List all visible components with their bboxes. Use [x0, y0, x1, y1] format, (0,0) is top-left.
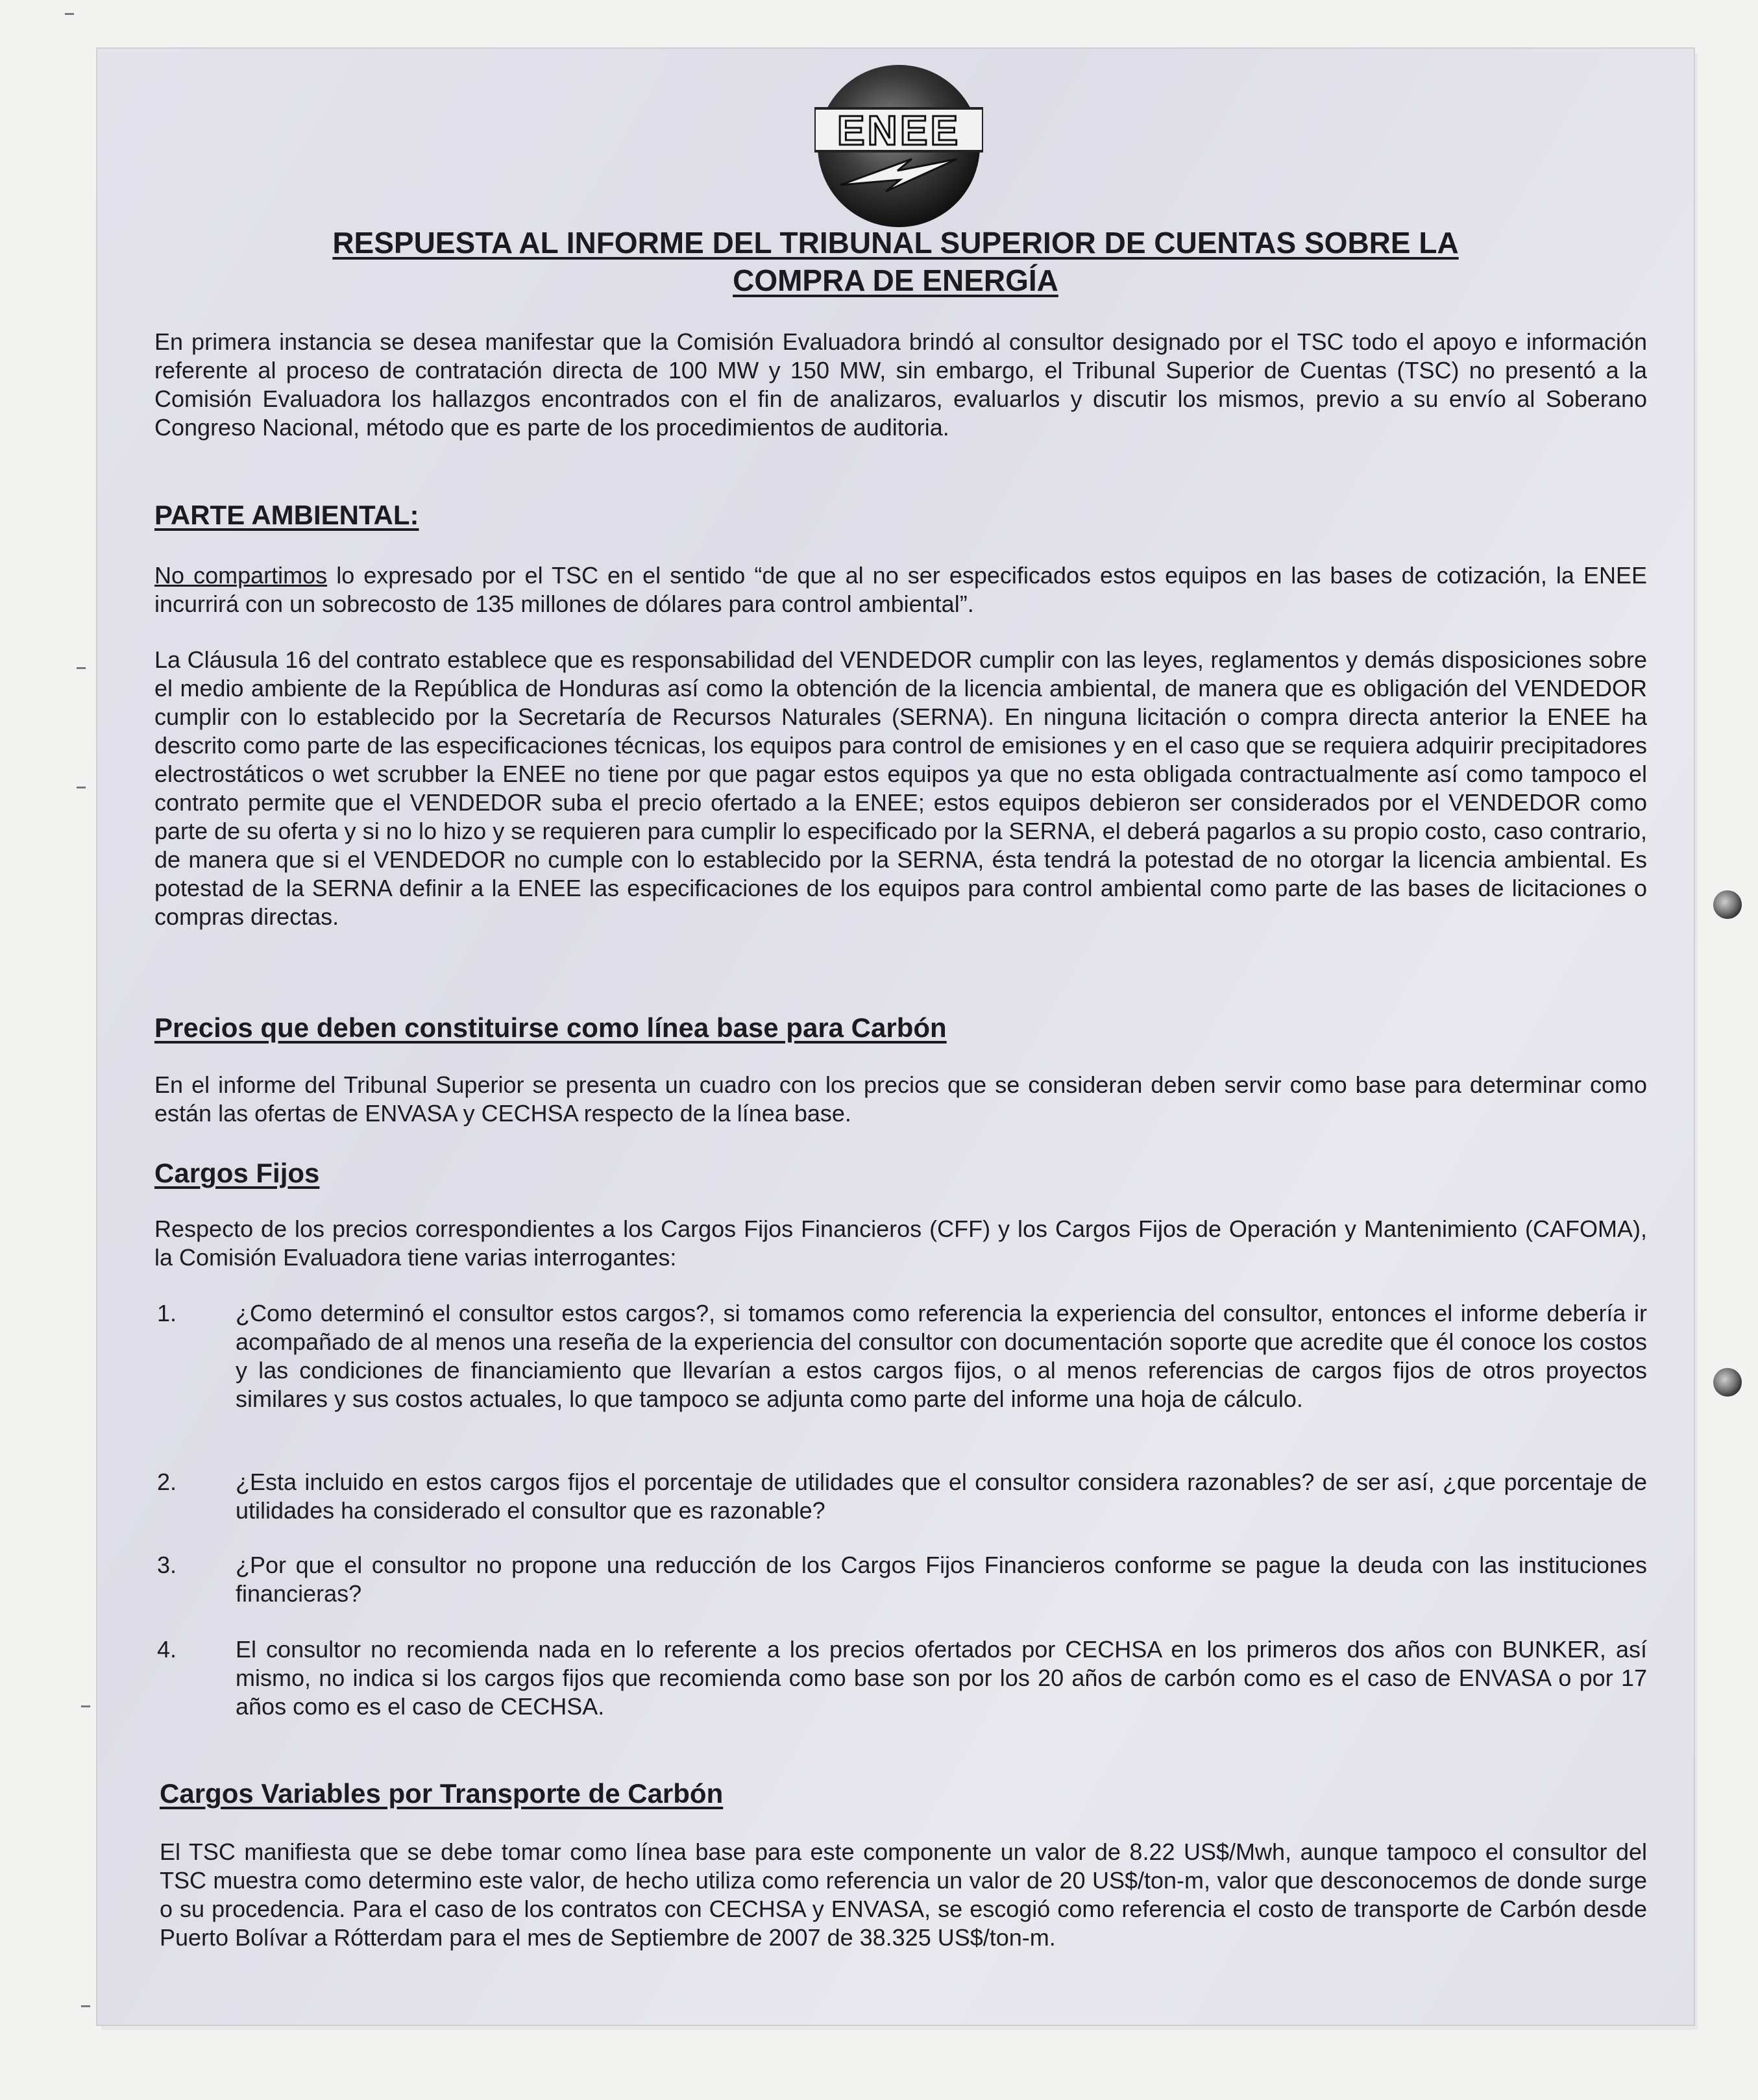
logo-text: ENEE [836, 107, 961, 154]
list-item-text: El consultor no recomienda nada en lo referente a los precios ofertados por CECHSA en los primeros dos años con BUNKER, así mismo, no indica si los cargos fijos que recomienda como base son por los 20 años de carbón como es el caso de ENVASA o por 17 años como es el caso de CECHSA. [236, 1636, 1647, 1720]
intro-paragraph: En primera instancia se desea manifestar que la Comisión Evaluadora brindó al consultor designado por el TSC todo el apoyo e información referente al proceso de contratación directa de 100 MW y 150 MW, sin embargo, el Tribunal Superior de Cuentas (TSC) no presentó a la Comisión Evaluadora los hallazgos encontrados con el fin de analizaros, evaluarlos y discutir los mismos, previo a su envío al Soberano Congreso Nacional, método que es parte de los procedimientos de auditoria. [154, 328, 1647, 441]
scan-mark [81, 2005, 90, 2007]
section-heading-cargos-variables: Cargos Variables por Transporte de Carbón [160, 1778, 724, 1809]
list-item-number: 3. [157, 1552, 177, 1578]
document-title [156, 224, 1635, 299]
enee-logo [814, 62, 983, 230]
list-item-text: ¿Esta incluido en estos cargos fijos el porcentaje de utilidades que el consultor considera razonables? de ser así, ¿que porcentaje de utilidades ha considerado el consultor que es razonable? [236, 1469, 1647, 1524]
scan-mark [81, 1705, 90, 1707]
ambiental-paragraph-2: La Cláusula 16 del contrato establece que es responsabilidad del VENDEDOR cumplir con las leyes, reglamentos y demás disposiciones sobre el medio ambiente de la República de Honduras así como la obtención de la licencia ambiental, de manera que es obligación del VENDEDOR cumplir con lo establecido por la Secretaría de Recursos Naturales (SERNA). En ninguna licitación o compra directa anterior la ENEE ha descrito como parte de las especificaciones técnicas, los equipos para control de emisiones y en el caso que se requiera adquirir precipitadores electrostáticos o wet scrubber la ENEE no tiene por que pagar estos equipos ya que no esta obligada contractualmente así como tampoco el contrato permite que el VENDEDOR suba el precio ofertado a la ENEE; estos equipos debieron ser considerados por el VENDEDOR como parte de su oferta y si no lo hizo y se requieren para cumplir lo especificado por la SERNA, el deberá pagarlos a su propio costo, caso contrario, de manera que si el VENDEDOR no cumple con lo establecido por la SERNA, ésta tendrá la potestad de no otorgar la licencia ambiental. Es potestad de la SERNA definir a la ENEE las especificaciones de los equipos para control ambiental como parte de las bases de licitaciones o compras directas. [154, 646, 1647, 930]
scan-mark [77, 667, 86, 669]
binder-hole-mark [1713, 890, 1742, 919]
title-line-1: RESPUESTA AL INFORME DEL TRIBUNAL SUPERIOR DE CUENTAS SOBRE LA [332, 226, 1459, 260]
section-heading-ambiental: PARTE AMBIENTAL: [154, 500, 419, 530]
section-heading-precios: Precios que deben constituirse como línea base para Carbón [154, 1012, 947, 1043]
precios-paragraph: En el informe del Tribunal Superior se presenta un cuadro con los precios que se consideran deben servir como base para determinar como están las ofertas de ENVASA y CECHSA respecto de la línea base. [154, 1071, 1647, 1127]
ambiental-paragraph-1-rest: lo expresado por el TSC en el sentido “de que al no ser especificados estos equipos en las bases de cotización, la ENEE incurrirá con un sobrecosto de 135 millones de dólares para control ambiental”. [154, 562, 1648, 617]
ambiental-lead-underlined: No compartimos [154, 562, 328, 589]
ambiental-paragraph-1 [154, 561, 1647, 618]
scan-mark [77, 787, 86, 788]
title-line-2: COMPRA DE ENERGÍA [733, 263, 1058, 297]
list-item-number: 4. [157, 1636, 177, 1663]
cargos-fijos-paragraph: Respecto de los precios correspondientes a los Cargos Fijos Financieros (CFF) y los Cargos Fijos de Operación y Mantenimiento (CAFOMA), la Comisión Evaluadora tiene varias interrogantes: [154, 1215, 1647, 1271]
list-item-number: 1. [157, 1300, 177, 1326]
list-item-number: 2. [157, 1469, 177, 1495]
list-item-text: ¿Por que el consultor no propone una reducción de los Cargos Fijos Financieros conforme se pague la deuda con las instituciones financieras? [236, 1552, 1647, 1607]
list-item-text: ¿Como determinó el consultor estos cargos?, si tomamos como referencia la experiencia del consultor, entonces el informe debería ir acompañado de al menos una reseña de la experiencia del consultor con documentación soporte que acredite que él conoce los costos y las condiciones de financiamiento que llevarían a estos cargos fijos, o al menos referencias de cargos fijos de otros proyectos similares y sus costos actuales, lo que tampoco se adjunta como parte del informe una hoja de cálculo. [236, 1300, 1647, 1412]
cargos-variables-paragraph: El TSC manifiesta que se debe tomar como línea base para este componente un valor de 8.22 US$/Mwh, aunque tampoco el consultor del TSC muestra como determino este valor, de hecho utiliza como referencia un valor de 20 US$/ton-m, valor que desconocemos de donde surge o su procedencia. Para el caso de los contratos con CECHSA y ENVASA, se escogió como referencia el costo de transporte de Carbón desde Puerto Bolívar a Rótterdam para el mes de Septiembre de 2007 de 38.325 US$/ton-m. [160, 1838, 1647, 1951]
binder-hole-mark [1713, 1368, 1742, 1397]
section-heading-cargos-fijos: Cargos Fijos [154, 1158, 320, 1188]
scan-mark [65, 13, 74, 15]
